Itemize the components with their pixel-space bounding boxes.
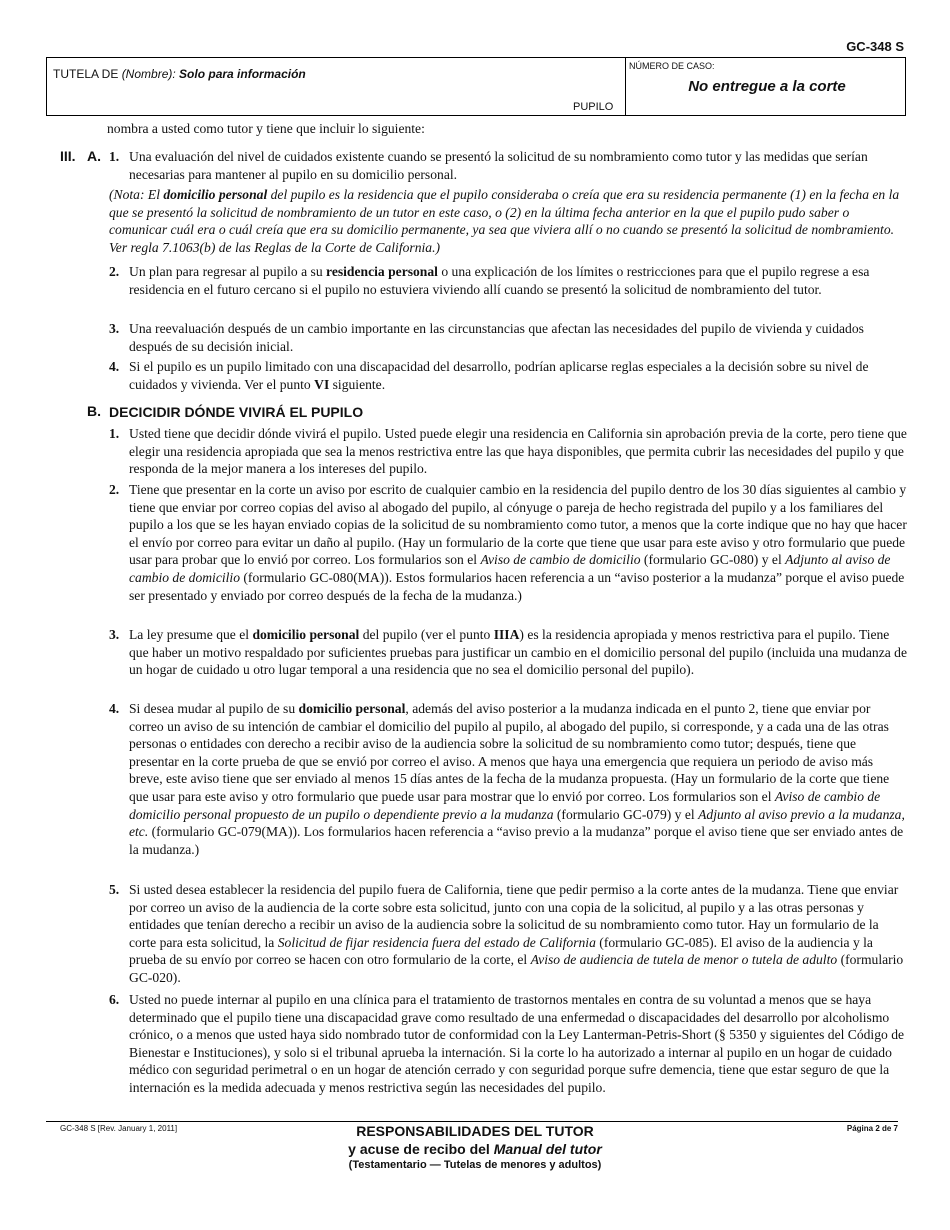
b-item-1-text: Usted tiene que decidir dónde vivirá el pupilo. Usted puede elegir una residencia en California sin aprobación previa de la corte, pero tiene que elegir una residencia apropiada que sea la menos restrictiva entre las que haya disponibles, que permita cubrir las necesidades del pupilo y que responda de la mejor manera a los intereses del pupilo. [129, 426, 907, 477]
footer-title-line-1: RESPONSABILIDADES DEL TUTOR [356, 1123, 594, 1139]
b-item-5-text: Si usted desea establecer la residencia del pupilo fuera de California, tiene que pedir permiso a la corte antes de la mudanza. Tiene que enviar por correo un aviso de la audiencia de la corte sobre esta solicitud, junto con una copia de la solicitud, al pupilo y a las otras personas y entidades que tenían derecho a recibir un aviso de la audiencia sobre la solicitud de su nombramiento como tutor. Hay un formulario de la corte para esta solicitud, la Solicitud de fijar residencia fuera del estado de California (formulario GC-085). El aviso de la audiencia y la prueba de su envío por correo se hacen con otro formulario de la corte, el Aviso de audiencia de tutela de menor o tutela de adulto (formulario GC-020). [129, 882, 904, 985]
a-item-4-text: Si el pupilo es un pupilo limitado con una discapacidad del desarrollo, podrían aplicarse reglas especiales a la decisión sobre su nivel de cuidados y vivienda. Ver el punto VI siguiente. [129, 359, 869, 392]
b-item-4-number: 4. [109, 701, 120, 716]
b-item-2-number: 2. [109, 482, 120, 497]
form-code: GC-348 S [846, 39, 904, 54]
b-item-3-text: La ley presume que el domicilio personal del pupilo (ver el punto IIIA) es la residencia apropiada y menos restrictiva para el pupilo. Tiene que haber un motivo respaldado por suficientes pruebas para justificar un cambio en el domicilio personal del pupilo (incluida una mudanza de un hogar de cuidado u otro lugar temporal a una residencia que no sea el domicilio personal del pupilo). [129, 627, 907, 678]
pupilo-label: PUPILO [573, 101, 614, 113]
a-item-4-number: 4. [109, 359, 120, 374]
caption-box [46, 57, 906, 116]
b-item-3-number: 3. [109, 627, 120, 642]
a-item-1-number: 1. [109, 149, 120, 164]
a-item-2-text: Un plan para regresar al pupilo a su residencia personal o una explicación de los límites o restricciones para que el pupilo regrese a esa residencia en el futuro cercano si el pupilo no estuviera viviendo allí cuando se presentó la solicitud de nombramiento del tutor. [129, 264, 870, 297]
intro-text: nombra a usted como tutor y tiene que incluir lo siguiente: [107, 121, 425, 136]
section-b-label: B. [87, 403, 101, 419]
b-item-4-text: Si desea mudar al pupilo de su domicilio personal, además del aviso posterior a la mudanza indicada en el punto 2, tiene que enviar por correo un aviso de su intención de cambiar el domicilio del pupilo al pupilo, al abogado del pupilo, si corresponde, y a cada una de las otras personas o entidades con derecho a recibir aviso de la audiencia sobre la solicitud de su nombramiento como tutor; después, tiene que presentar en la corte prueba de que se envió por correo el aviso. A menos que haya una emergencia que requiera un periodo de aviso más breve, este aviso tiene que ser enviado al menos 15 días antes de la fecha de la mudanza propuesta. (Hay un formulario de la corte que tiene que usar para este aviso y otro formulario que puede usar para mostrar que lo envió por correo. Los formularios son el Aviso de cambio de domicilio personal propuesto de un pupilo o dependiente previo a la mudanza (formulario GC-079) y el Adjunto al aviso previo a la mudanza, etc. (formulario GC-079(MA)). Los formularios hacen referencia a “aviso previo a la mudanza” porque el aviso tiene que ser enviado antes de la mudanza.) [129, 701, 905, 857]
b-item-2-text: Tiene que presentar en la corte un aviso por escrito de cualquier cambio en la residencia del pupilo dentro de los 30 días siguientes al cambio y tiene que enviar por correo copias del aviso al abogado del pupilo, al cónyuge o pareja de hecho registrada del pupilo y a los familiares del pupilo a los que se les hayan enviado copias de la solicitud de su nombramiento como tutor, a menos que la corte indique que no hay que hacer el envío por correo para evitar un daño al pupilo. (Hay un formulario de la corte que tiene que usar para este aviso y otro formulario que puede usar para probar que lo envió por correo. Los formularios son el Aviso de cambio de domicilio (formulario GC-080) y el Adjunto al aviso de cambio de domicilio (formulario GC-080(MA)). Estos formularios hacen referencia a un “aviso posterior a la mudanza” porque el aviso puede ser presentado y enviado por correo después de la fecha de la mudanza.) [129, 482, 907, 603]
footer-form-revision: GC-348 S [Rev. January 1, 2011] [60, 1124, 178, 1133]
case-number-label: NÚMERO DE CASO: [629, 61, 715, 71]
footer-page-number: Página 2 de 7 [846, 1124, 898, 1133]
section-a-label: A. [87, 148, 101, 164]
footer-title-block [0, 1122, 950, 1172]
case-number-value: No entregue a la corte [688, 78, 846, 95]
section-b-title: DECICIDIR DÓNDE VIVIRÁ EL PUPILO [109, 404, 364, 420]
footer-title-line-2: y acuse de recibo del Manual del tutor [348, 1141, 602, 1157]
b-item-1-number: 1. [109, 426, 120, 441]
section-iii-label: III. [60, 148, 76, 164]
tutela-nombre-label: (Nombre): [121, 67, 176, 81]
b-item-5-number: 5. [109, 882, 120, 897]
a-item-3-number: 3. [109, 321, 120, 336]
a-item-2-number: 2. [109, 264, 120, 279]
tutela-field [53, 67, 306, 81]
a-item-1-text: Una evaluación del nivel de cuidados existente cuando se presentó la solicitud de su nombramiento como tutor y las medidas que serían necesarias para mantener al pupilo en su domicilio personal. [129, 149, 868, 182]
footer-title-line-3: (Testamentario — Tutelas de menores y adultos) [348, 1159, 602, 1171]
b-item-6-text: Usted no puede internar al pupilo en una clínica para el tratamiento de trastornos mentales en contra de su voluntad a menos que se haya determinado que el pupilo tiene una discapacidad grave como resultado de una enfermedad o discapacidades del desarrollo por alcoholismo crónico, o a menos que usted haya sido nombrado tutor de conformidad con la Ley Lanterman-Petris-Short (§ 5350 y siguientes del Código de Bienestar e Instituciones), y solo si el tribunal aprueba la internación. Si la corte lo ha autorizado a internar al pupilo en un hogar de cuidado médico con seguridad perimetral o en un hogar de atención cerrado y con seguridad porque sufre demencia, tiene que estar seguro de que la internación es la medida adecuada y menos restrictiva según las necesidades del pupilo. [129, 992, 905, 1095]
b-item-6-number: 6. [109, 992, 120, 1007]
tutela-label: TUTELA DE [53, 67, 122, 81]
a-item-3-text: Una reevaluación después de un cambio importante en las circunstancias que afectan las necesidades del pupilo de vivienda y cuidados después de su decisión inicial. [129, 321, 864, 354]
note-text: (Nota: El domicilio personal del pupilo es la residencia que el pupilo consideraba o creía que era su residencia permanente (1) en la fecha en la que se presentó la solicitud de nombramiento de un tutor en este caso, o (2) en la última fecha anterior en la que el pupilo pudo saber o comunicar cuál era o cuál creía que era su domicilio permanente, ya sea que viviera allí o no cuando se presentó la solicitud de nombramiento. Ver regla 7.1063(b) de las Reglas de la Corte de California.) [109, 187, 900, 255]
caption-divider [625, 58, 626, 115]
tutela-value: Solo para información [179, 67, 306, 81]
